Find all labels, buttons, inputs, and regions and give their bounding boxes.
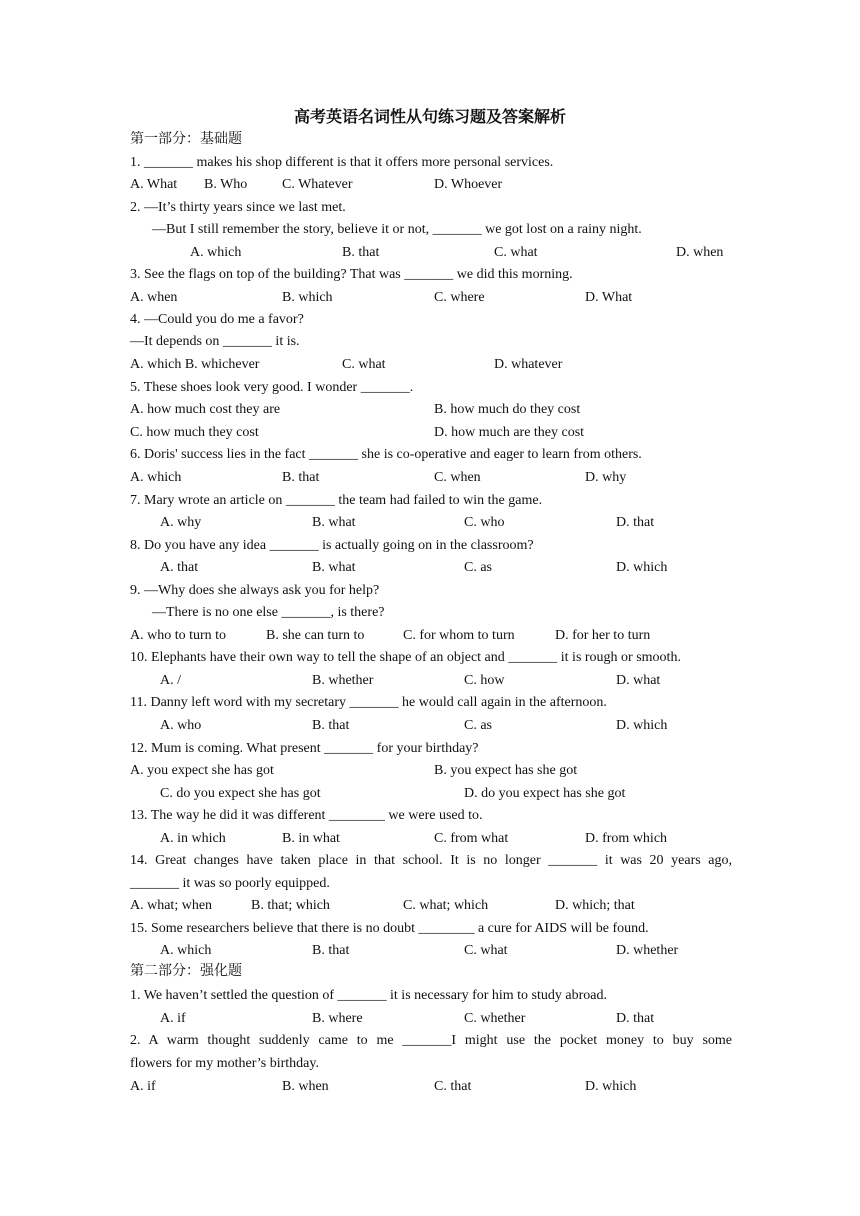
option-b: B. how much do they cost <box>434 402 581 417</box>
option-d: D. why <box>585 470 627 485</box>
option-a: A. which <box>190 245 242 260</box>
option-c: C. what <box>342 357 386 372</box>
option-d: D. for her to turn <box>555 628 651 643</box>
question-s1: 1. We haven’t settled the question of _______ it is necessary for him to study abroad. <box>130 988 607 1003</box>
option-a: A. that <box>160 560 199 575</box>
section-heading-part2: 第二部分：强化题 <box>130 964 242 979</box>
option-a: A. who <box>160 718 202 733</box>
question-14: 14. Great changes have taken place in that school. It is no longer _______ it was 20 years ago, <box>130 853 732 868</box>
option-d: D. which; that <box>555 898 635 913</box>
option-a: A. you expect she has got <box>130 763 274 778</box>
option-b: B. that; which <box>251 898 330 913</box>
option-c: C. how <box>464 673 505 688</box>
option-c: C. from what <box>434 831 509 846</box>
question-5: 5. These shoes look very good. I wonder _______. <box>130 380 414 395</box>
question-s2-cont: flowers for my mother’s birthday. <box>130 1056 319 1071</box>
option-c: C. how much they cost <box>130 425 259 440</box>
question-1: 1. _______ makes his shop different is that it offers more personal services. <box>130 155 554 170</box>
option-c: C. who <box>464 515 505 530</box>
question-2-reply: —But I still remember the story, believe it or not, _______ we got lost on a rainy night. <box>152 222 642 237</box>
option-b: B. whether <box>312 673 374 688</box>
option-b: B. when <box>282 1079 329 1094</box>
option-c: C. for whom to turn <box>403 628 515 643</box>
option-d: D. whether <box>616 943 679 958</box>
question-9: 9. —Why does she always ask you for help? <box>130 583 380 598</box>
page-title: 高考英语名词性从句练习题及答案解析 <box>293 109 566 126</box>
option-a: A. if <box>130 1079 156 1094</box>
option-c: C. what; which <box>403 898 489 913</box>
option-c: C. Whatever <box>282 177 353 192</box>
option-b: B. Who <box>204 177 248 192</box>
option-d: D. what <box>616 673 661 688</box>
option-b: B. that <box>282 470 320 485</box>
option-b: B. what <box>312 515 356 530</box>
option-b: B. she can turn to <box>266 628 365 643</box>
question-14-cont: _______ it was so poorly equipped. <box>130 876 330 891</box>
option-c: C. as <box>464 718 492 733</box>
question-10: 10. Elephants have their own way to tell the shape of an object and _______ it is rough or smooth. <box>130 650 681 665</box>
option-c: C. what <box>494 245 538 260</box>
option-d: D. What <box>585 290 633 305</box>
option-ab: A. which B. whichever <box>130 357 260 372</box>
option-d: D. how much are they cost <box>434 425 585 440</box>
option-b: B. that <box>342 245 380 260</box>
question-8: 8. Do you have any idea _______ is actually going on in the classroom? <box>130 538 534 553</box>
option-d: D. when <box>676 245 724 260</box>
question-13: 13. The way he did it was different ________ we were used to. <box>130 808 483 823</box>
option-b: B. where <box>312 1011 363 1026</box>
question-4-reply: —It depends on _______ it is. <box>130 334 300 349</box>
question-15: 15. Some researchers believe that there is no doubt ________ a cure for AIDS will be found. <box>130 921 649 936</box>
option-a: A. how much cost they are <box>130 402 281 417</box>
option-b: B. which <box>282 290 333 305</box>
option-d: D. Whoever <box>434 177 503 192</box>
option-c: C. as <box>464 560 492 575</box>
option-c: C. what <box>464 943 508 958</box>
option-a: A. if <box>160 1011 186 1026</box>
option-a: A. What <box>130 177 178 192</box>
option-b: B. that <box>312 943 350 958</box>
option-d: D. do you expect has she got <box>464 786 626 801</box>
option-a: A. / <box>160 673 181 688</box>
option-a: A. when <box>130 290 178 305</box>
option-d: D. which <box>616 560 668 575</box>
option-d: D. which <box>585 1079 637 1094</box>
option-d: D. that <box>616 515 655 530</box>
option-a: A. who to turn to <box>130 628 227 643</box>
question-3: 3. See the flags on top of the building? That was _______ we did this morning. <box>130 267 573 282</box>
option-b: B. you expect has she got <box>434 763 578 778</box>
option-a: A. in which <box>160 831 226 846</box>
option-b: B. what <box>312 560 356 575</box>
option-c: C. that <box>434 1079 472 1094</box>
question-4: 4. —Could you do me a favor? <box>130 312 304 327</box>
option-a: A. what; when <box>130 898 213 913</box>
option-c: C. whether <box>464 1011 526 1026</box>
option-d: D. whatever <box>494 357 563 372</box>
option-a: A. which <box>130 470 182 485</box>
option-d: D. which <box>616 718 668 733</box>
option-a: A. which <box>160 943 212 958</box>
question-12: 12. Mum is coming. What present _______ for your birthday? <box>130 741 479 756</box>
option-c: C. where <box>434 290 485 305</box>
option-a: A. why <box>160 515 202 530</box>
question-2: 2. —It’s thirty years since we last met. <box>130 200 346 215</box>
option-b: B. in what <box>282 831 340 846</box>
option-c: C. do you expect she has got <box>160 786 321 801</box>
option-b: B. that <box>312 718 350 733</box>
option-d: D. from which <box>585 831 668 846</box>
question-s2: 2. A warm thought suddenly came to me _______I might use the pocket money to buy some <box>130 1033 732 1048</box>
option-d: D. that <box>616 1011 655 1026</box>
question-11: 11. Danny left word with my secretary _______ he would call again in the afternoon. <box>130 695 607 710</box>
question-9-reply: —There is no one else _______, is there? <box>152 605 385 620</box>
option-c: C. when <box>434 470 481 485</box>
question-7: 7. Mary wrote an article on _______ the team had failed to win the game. <box>130 493 543 508</box>
section-heading-part1: 第一部分：基础题 <box>130 132 242 147</box>
question-6: 6. Doris' success lies in the fact _______ she is co-operative and eager to learn from others. <box>130 447 642 462</box>
